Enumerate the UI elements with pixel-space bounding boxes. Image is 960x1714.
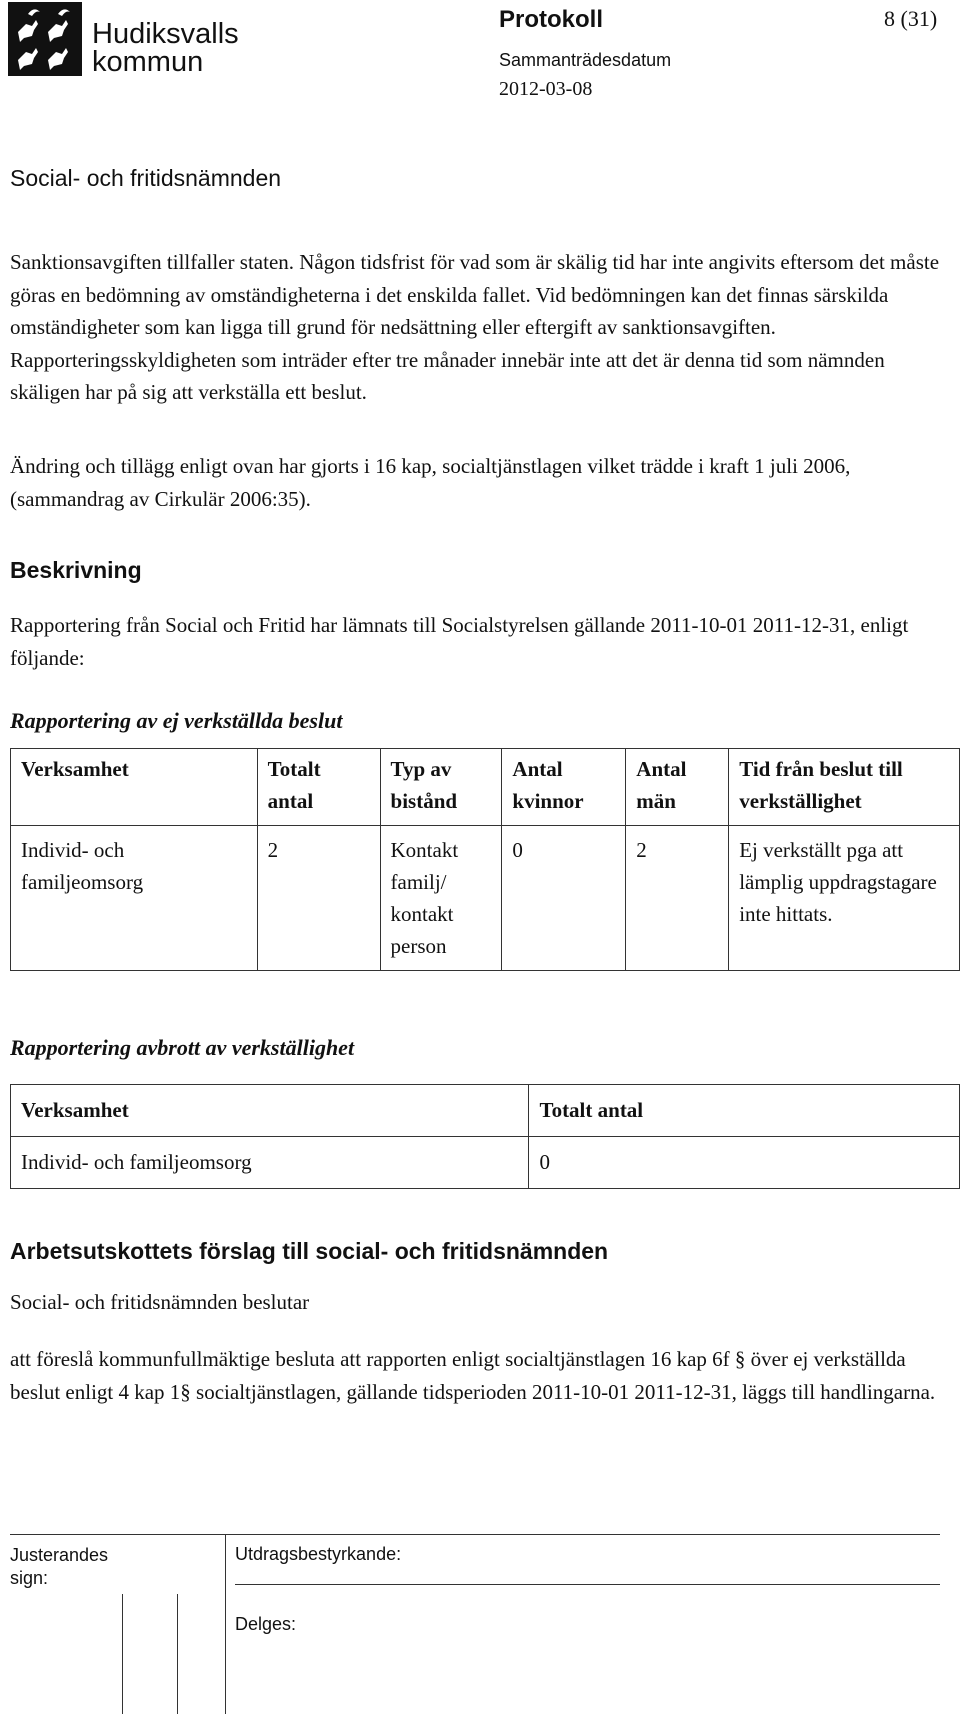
- table-cell: 0: [529, 1137, 960, 1189]
- municipality-logo: [8, 2, 244, 76]
- table-cell: 0: [502, 826, 626, 971]
- footer-column-divider: [225, 1534, 226, 1714]
- table-header-cell: Totalt antal: [529, 1085, 960, 1137]
- footer-inner-rule: [235, 1584, 940, 1585]
- proposal-heading: Arbetsutskottets förslag till social- och fritidsnämnden: [10, 1238, 609, 1264]
- table2-title: Rapportering avbrott av verkställighet: [10, 1035, 355, 1060]
- table-header-cell: Totalt antal: [257, 749, 380, 826]
- table-cell: 2: [626, 826, 729, 971]
- goat-emblem-icon: [8, 2, 82, 76]
- page-number: 8 (31): [884, 6, 938, 31]
- table-header-cell: Typ av bistånd: [380, 749, 502, 826]
- interrupted-execution-table: [10, 1084, 960, 1189]
- table-header-cell: Verksamhet: [11, 1085, 529, 1137]
- section-heading-description: Beskrivning: [10, 557, 142, 583]
- table-cell: Individ- och familjeomsorg: [11, 1137, 529, 1189]
- signature-footer: [10, 1534, 940, 1714]
- document-type: Protokoll: [499, 6, 604, 33]
- unexecuted-decisions-table: [10, 748, 960, 971]
- logo-text-line1: Hudiksvalls: [92, 18, 239, 50]
- table-header-row: [11, 1085, 960, 1137]
- table-cell: Ej verkställt pga att lämplig uppdragstagare inte hittats.: [729, 826, 960, 971]
- table-row: [11, 826, 960, 971]
- table1-title: Rapportering av ej verkställda beslut: [10, 708, 343, 733]
- table-header-cell: Tid från beslut till verkställighet: [729, 749, 960, 826]
- body-paragraph-2: Ändring och tillägg enligt ovan har gjorts i 16 kap, socialtjänstlagen vilket trädde i kraft 1 juli 2006, (sammandrag av Cirkulär 2006:35).: [10, 454, 851, 511]
- distribution-label: Delges:: [235, 1614, 297, 1634]
- table-header-cell: Antal män: [626, 749, 729, 826]
- body-paragraph-3: Rapportering från Social och Fritid har lämnats till Socialstyrelsen gällande 2011-10-01 2011-12-31, enligt följande:: [10, 613, 909, 670]
- justerandes-sign-label: Justerandes sign:: [10, 1545, 109, 1588]
- footer-rule: [10, 1534, 940, 1535]
- meeting-date-label: Sammanträdesdatum: [499, 50, 672, 70]
- proposal-text: att föreslå kommunfullmäktige besluta att rapporten enligt socialtjänstlagen 16 kap 6f § över ej verkställda beslut enligt 4 kap 1§ socialtjänstlagen, gällande tidsperioden 2011-10-01 2011-12-31, läggs till handlingarna.: [10, 1347, 936, 1404]
- body-paragraph-1: Sanktionsavgiften tillfaller staten. Någon tidsfrist för vad som är skälig tid har inte angivits eftersom det måste göras en bedömning av omständigheterna i det enskilda fallet. Vid bedömningen kan det finnas särskilda omständigheter som kan ligga till grund för nedsättning eller eftergift av sanktionsavgiften. Rapporteringsskyldigheten som inträder efter tre månader innebär inte att det är denna tid som nämnden skäligen har på sig att verkställa ett beslut.: [10, 250, 940, 404]
- organization-name: Social- och fritidsnämnden: [10, 165, 282, 191]
- extract-certification-label: Utdragsbestyrkande:: [235, 1544, 402, 1564]
- logo-text-line2: kommun: [92, 46, 204, 78]
- table-header-row: [11, 749, 960, 826]
- signature-box-divider: [177, 1594, 178, 1714]
- table-header-cell: Verksamhet: [11, 749, 258, 826]
- table-cell: Individ- och familjeomsorg: [11, 826, 258, 971]
- meeting-date: 2012-03-08: [499, 78, 593, 100]
- table-cell: Kontakt familj/ kontakt person: [380, 826, 502, 971]
- signature-box-divider: [122, 1594, 123, 1714]
- table-header-cell: Antal kvinnor: [502, 749, 626, 826]
- table-cell: 2: [257, 826, 380, 971]
- proposal-intro: Social- och fritidsnämnden beslutar: [10, 1290, 310, 1314]
- table-row: [11, 1137, 960, 1189]
